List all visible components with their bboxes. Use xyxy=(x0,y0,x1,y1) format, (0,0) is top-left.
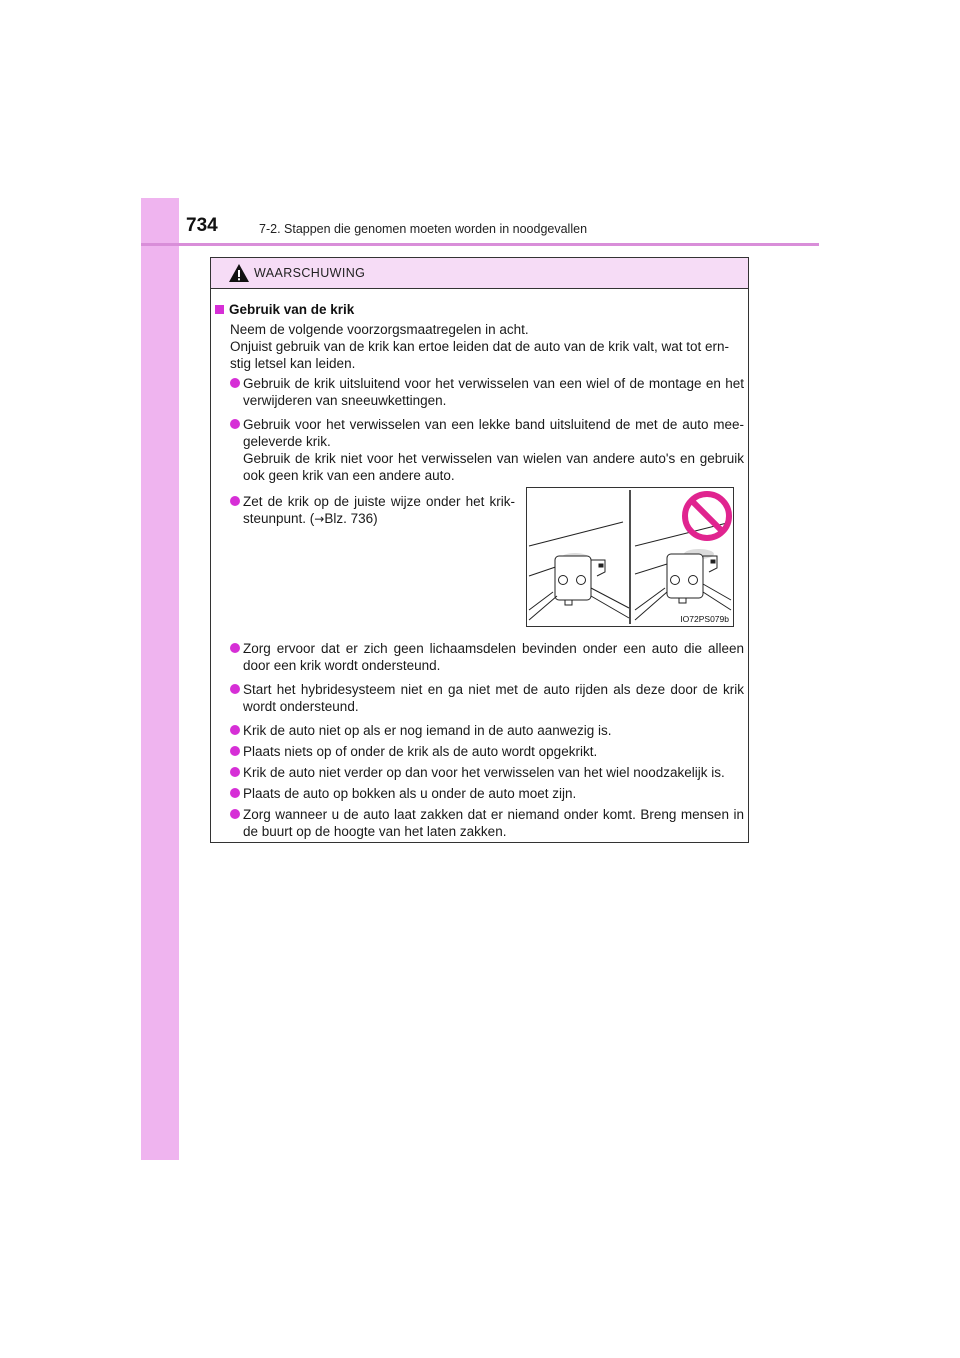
list-item: Zorg wanneer u de auto laat zakken dat er niemand onder komt. Breng mensen in de buurt op de hoogte van het laten zakken. xyxy=(230,806,744,840)
bullet-dot-icon xyxy=(230,378,240,388)
list-item: Start het hybridesysteem niet en ga niet met de auto rijden als deze door de krik wordt ondersteund. xyxy=(230,681,744,715)
warning-header xyxy=(211,258,748,289)
list-item: Plaats niets op of onder de krik als de auto wordt opgekrikt. xyxy=(230,743,744,760)
chapter-side-tab xyxy=(141,198,179,1160)
warning-box xyxy=(210,257,749,843)
list-item: Krik de auto niet verder op dan voor het verwisselen van het wiel noodzakelijk is. xyxy=(230,764,744,781)
bullet-dot-icon xyxy=(230,643,240,653)
bullet-dot-icon xyxy=(230,496,240,506)
list-item-text: Gebruik voor het verwisselen van een lekke band uitsluitend de met de auto mee-geleverde krik. Gebruik de krik niet voor het verwisselen van wielen van andere auto's en gebruik ook geen krik van een andere auto. xyxy=(243,417,744,483)
intro-paragraph xyxy=(230,321,744,372)
warning-label: WAARSCHUWING xyxy=(254,266,366,280)
bullet-dot-icon xyxy=(230,746,240,756)
figure-code: IO72PS079b xyxy=(680,614,729,624)
bullet-dot-icon xyxy=(230,684,240,694)
list-item: Zorg ervoor dat er zich geen lichaamsdelen bevinden onder een auto die alleen door een krik wordt ondersteund. xyxy=(230,640,744,674)
header-divider xyxy=(141,243,819,246)
square-bullet-icon xyxy=(215,305,224,314)
jack-illustration xyxy=(527,488,733,626)
list-item: Krik de auto niet op als er nog iemand in de auto aanwezig is. xyxy=(230,722,744,739)
subhead-text: Gebruik van de krik xyxy=(229,302,355,317)
subhead xyxy=(215,302,354,317)
bullet-dot-icon xyxy=(230,725,240,735)
bullet-dot-icon xyxy=(230,419,240,429)
list-item: Zet de krik op de juiste wijze onder het krik-steunpunt. (→Blz. 736) xyxy=(230,493,515,528)
page-number: 734 xyxy=(186,215,218,236)
bullet-dot-icon xyxy=(230,767,240,777)
section-title: 7-2. Stappen die genomen moeten worden in noodgevallen xyxy=(259,222,588,236)
list-item: Gebruik de krik uitsluitend voor het verwisselen van een wiel of de montage en het verwijderen van sneeuwkettingen. xyxy=(230,375,744,409)
list-item: Plaats de auto op bokken als u onder de auto moet zijn. xyxy=(230,785,744,802)
intro-line-1: Neem de volgende voorzorgsmaatregelen in acht. xyxy=(230,322,529,337)
warning-content xyxy=(211,289,748,842)
warning-triangle-icon xyxy=(228,263,250,283)
list-item xyxy=(230,416,744,484)
bullet-dot-icon xyxy=(230,809,240,819)
intro-line-2: Onjuist gebruik van de krik kan ertoe leiden dat de auto van de krik valt, wat tot ern-stig letsel kan leiden. xyxy=(230,339,730,371)
arrow-right-icon: → xyxy=(314,512,325,526)
bullet-dot-icon xyxy=(230,788,240,798)
jack-placement-figure xyxy=(526,487,734,627)
prohibition-icon xyxy=(685,494,729,538)
